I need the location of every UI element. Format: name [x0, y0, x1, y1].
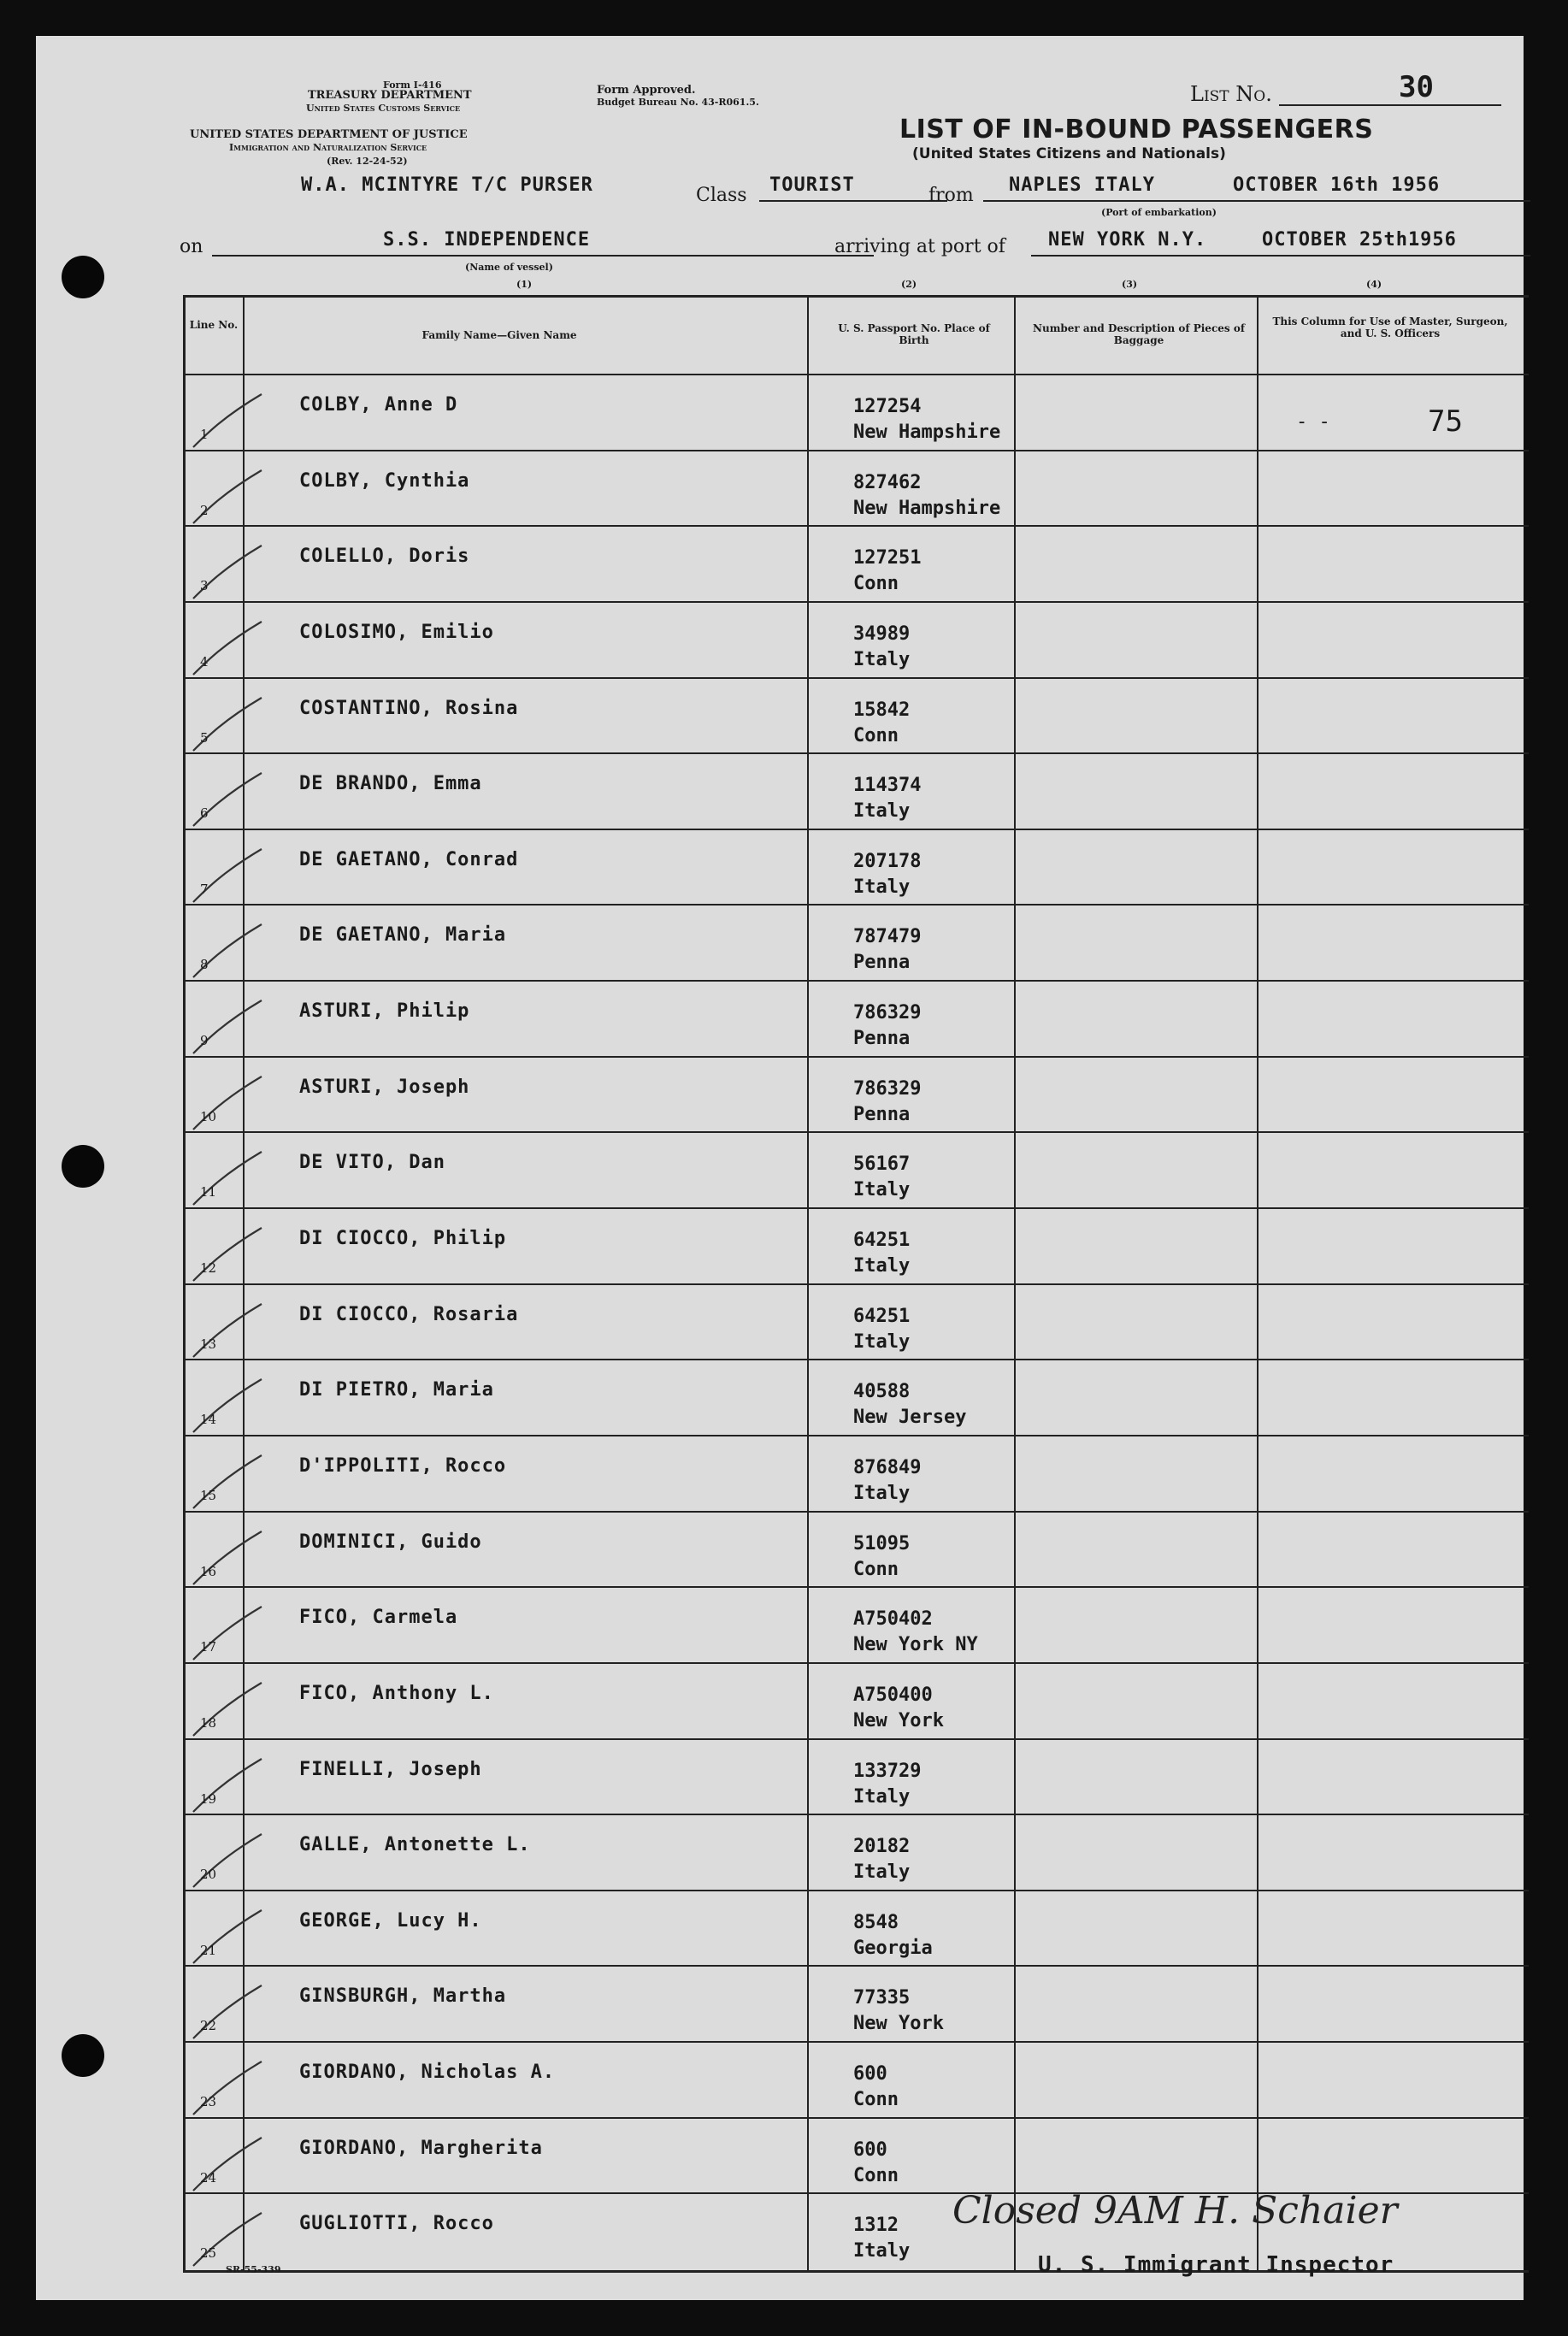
table-row — [183, 1209, 1529, 1285]
table-row — [183, 1133, 1529, 1209]
table-row — [183, 1436, 1529, 1513]
row-line-number: 1 — [200, 427, 209, 442]
row-line-number: 25 — [200, 2245, 217, 2262]
row-line-number: 4 — [200, 653, 209, 670]
list-no-label: List No. — [1190, 82, 1272, 106]
row-line-number: 24 — [200, 2169, 217, 2186]
vessel-underline — [212, 255, 874, 257]
passport-number: 15842 — [853, 699, 911, 721]
inspector-signature: Closed 9AM H. Schaier — [952, 2189, 1398, 2233]
passenger-name: DE GAETANO, Maria — [299, 924, 507, 947]
header-baggage: Number and Description of Pieces of Baggage — [1033, 322, 1245, 346]
passenger-name: DE GAETANO, Conrad — [299, 848, 519, 870]
row-line-number: 6 — [200, 805, 209, 822]
place-of-birth: Italy — [853, 1179, 911, 1201]
passport-number: 64251 — [853, 1230, 911, 1252]
class-underline — [759, 200, 947, 202]
place-of-birth: New York — [853, 2013, 944, 2035]
passenger-name: FICO, Anthony L. — [299, 1682, 494, 1704]
passport-number: 8548 — [853, 1911, 899, 1933]
table-row — [183, 754, 1529, 830]
immigrant-inspector-label: U. S. Immigrant Inspector — [1038, 2252, 1394, 2278]
header-officers: This Column for Use of Master, Surgeon, and U. S. Officers — [1272, 316, 1508, 339]
form-revision: (Rev. 12-24-52) — [327, 156, 408, 167]
table-row — [183, 1740, 1529, 1816]
place-of-birth: New Hampshire — [853, 497, 1001, 519]
row-line-number: 18 — [200, 1714, 217, 1731]
vessel-caption: (Name of vessel) — [465, 262, 553, 273]
passport-number: 56167 — [853, 1153, 911, 1176]
passport-number: 1312 — [853, 2215, 899, 2237]
place-of-birth: Penna — [853, 1028, 911, 1050]
column4-dashes: - - — [1296, 411, 1330, 433]
table-row — [183, 1891, 1529, 1967]
header-line-no: Line No. — [189, 319, 239, 331]
punch-hole-top — [62, 256, 104, 298]
vessel-name: S.S. INDEPENDENCE — [383, 229, 591, 251]
passenger-name: DOMINICI, Guido — [299, 1531, 482, 1553]
passenger-name: COSTANTINO, Rosina — [299, 697, 519, 719]
passport-number: A750400 — [853, 1684, 933, 1706]
on-label: on — [180, 236, 203, 257]
table-row — [183, 527, 1529, 603]
row-line-number: 2 — [200, 502, 209, 518]
place-of-birth: Italy — [853, 1255, 911, 1277]
passenger-name: GINSBURGH, Martha — [299, 1985, 507, 2008]
table-row — [183, 451, 1529, 528]
place-of-birth: Italy — [853, 1482, 911, 1504]
table-row — [183, 1058, 1529, 1134]
place-of-birth: New York — [853, 1709, 944, 1731]
row-line-number: 17 — [200, 1639, 217, 1655]
row-line-number: 10 — [200, 1108, 217, 1124]
passport-number: 34989 — [853, 622, 911, 645]
passenger-name: GEORGE, Lucy H. — [299, 1909, 482, 1932]
row-line-number: 20 — [200, 1867, 217, 1883]
header-name: Family Name—Given Name — [421, 329, 577, 341]
passenger-name: COLOSIMO, Emilio — [299, 621, 494, 643]
table-row — [183, 1285, 1529, 1361]
list-no-underline — [1279, 104, 1501, 106]
place-of-birth: Conn — [853, 2164, 899, 2186]
form-approved: Form Approved. — [597, 84, 696, 97]
budget-bureau: Budget Bureau No. 43-R061.5. — [597, 97, 759, 108]
passenger-name: DI CIOCCO, Rosaria — [299, 1303, 519, 1325]
row-line-number: 11 — [200, 1184, 217, 1200]
table-row — [183, 905, 1529, 982]
table-row — [183, 1664, 1529, 1740]
row-line-number: 14 — [200, 1412, 217, 1428]
col-number-4: (4) — [1366, 279, 1382, 290]
class-value: TOURIST — [769, 174, 855, 196]
place-of-birth: Italy — [853, 800, 911, 823]
passenger-table — [183, 295, 1529, 2273]
passport-number: 787479 — [853, 926, 922, 948]
place-of-birth: New Jersey — [853, 1407, 967, 1429]
place-of-birth: Italy — [853, 1785, 911, 1808]
row-line-number: 5 — [200, 729, 209, 746]
passport-number: 114374 — [853, 775, 922, 797]
place-of-birth: Conn — [853, 2089, 899, 2111]
place-of-birth: Penna — [853, 1103, 911, 1125]
passport-number: 207178 — [853, 850, 922, 872]
place-of-birth: New Hampshire — [853, 422, 1001, 443]
passport-number: A750402 — [853, 1608, 933, 1631]
document-title: LIST OF IN-BOUND PASSENGERS — [899, 115, 1374, 145]
place-of-birth: Penna — [853, 952, 911, 974]
passport-number: 133729 — [853, 1760, 922, 1782]
customs-service: United States Customs Service — [306, 103, 461, 114]
table-row — [183, 2119, 1529, 2195]
passport-number: 77335 — [853, 1987, 911, 2009]
arrival-date: OCTOBER 25th1956 — [1262, 229, 1457, 251]
row-line-number: 16 — [200, 1563, 217, 1579]
passport-number: 600 — [853, 2063, 887, 2085]
passenger-name: DI CIOCCO, Philip — [299, 1228, 507, 1250]
table-row — [183, 1815, 1529, 1891]
table-body — [183, 375, 1529, 2270]
passenger-name: ASTURI, Philip — [299, 1000, 470, 1023]
immigration-service: Immigration and Naturalization Service — [229, 142, 427, 153]
passenger-name: FINELLI, Joseph — [299, 1758, 482, 1780]
arrival-port: NEW YORK N.Y. — [1048, 229, 1207, 251]
row-line-number: 3 — [200, 578, 209, 594]
row-line-number: 9 — [200, 1033, 209, 1049]
passenger-name: GIORDANO, Margherita — [299, 2137, 543, 2159]
table-row — [183, 1360, 1529, 1436]
departure-date: OCTOBER 16th 1956 — [1233, 174, 1441, 196]
passport-number: 127254 — [853, 396, 922, 417]
passport-number: 827462 — [853, 471, 922, 493]
place-of-birth: Italy — [853, 2240, 911, 2262]
from-label: from — [928, 185, 974, 206]
passport-number: 600 — [853, 2138, 887, 2161]
table-border-top — [183, 295, 1529, 298]
punch-hole-middle — [62, 1145, 104, 1188]
place-of-birth: Italy — [853, 648, 911, 670]
row-line-number: 8 — [200, 957, 209, 973]
passenger-list-document — [36, 36, 1524, 2300]
passenger-name: GALLE, Antonette L. — [299, 1834, 531, 1856]
footer-code: SR-55-339 — [226, 2264, 281, 2275]
place-of-birth: Georgia — [853, 1937, 933, 1959]
table-row — [183, 2043, 1529, 2119]
class-label: Class — [696, 185, 747, 206]
purser-name: W.A. MCINTYRE T/C PURSER — [301, 174, 593, 196]
document-subtitle: (United States Citizens and Nationals) — [912, 145, 1226, 162]
row-line-number: 19 — [200, 1790, 217, 1807]
passport-number: 64251 — [853, 1305, 911, 1327]
arriving-label: arriving at port of — [834, 236, 1005, 257]
row-line-number: 15 — [200, 1487, 217, 1503]
col-number-3: (3) — [1122, 279, 1138, 290]
arrival-underline — [1031, 255, 1530, 257]
passport-number: 876849 — [853, 1456, 922, 1478]
place-of-birth: Conn — [853, 573, 899, 595]
port-caption: (Port of embarkation) — [1101, 207, 1217, 218]
passport-number: 127251 — [853, 547, 922, 569]
table-row — [183, 1588, 1529, 1664]
passenger-name: DE VITO, Dan — [299, 1152, 445, 1174]
passport-number: 20182 — [853, 1836, 911, 1858]
passenger-name: GIORDANO, Nicholas A. — [299, 2062, 556, 2084]
form-number: Form I-416 — [383, 80, 442, 91]
col-number-1: (1) — [516, 279, 533, 290]
row-line-number: 12 — [200, 1260, 217, 1277]
row-line-number: 23 — [200, 2094, 217, 2110]
passport-number: 51095 — [853, 1532, 911, 1554]
department-of-justice: UNITED STATES DEPARTMENT OF JUSTICE — [190, 128, 468, 141]
passport-number: 40588 — [853, 1381, 911, 1403]
header-passport: U. S. Passport No. Place of Birth — [838, 322, 990, 346]
passport-number: 786329 — [853, 1077, 922, 1100]
row-line-number: 21 — [200, 1942, 217, 1958]
column4-count: 75 — [1428, 404, 1463, 439]
place-of-birth: New York NY — [853, 1634, 978, 1656]
row-line-number: 13 — [200, 1336, 217, 1352]
table-row — [183, 1967, 1529, 2043]
punch-hole-bottom — [62, 2034, 104, 2077]
passenger-name: COLBY, Cynthia — [299, 469, 470, 492]
place-of-birth: Italy — [853, 876, 911, 898]
list-no-value: 30 — [1399, 70, 1434, 104]
passenger-name: DI PIETRO, Maria — [299, 1379, 494, 1401]
col-number-2: (2) — [901, 279, 917, 290]
place-of-birth: Italy — [853, 1861, 911, 1884]
row-line-number: 22 — [200, 2018, 217, 2034]
passenger-name: D'IPPOLITI, Rocco — [299, 1454, 507, 1477]
row-line-number: 7 — [200, 881, 209, 897]
table-row — [183, 603, 1529, 679]
table-row — [183, 679, 1529, 755]
place-of-birth: Conn — [853, 1558, 899, 1580]
passenger-name: COLBY, Anne D — [299, 394, 458, 416]
passenger-name: COLELLO, Doris — [299, 546, 470, 568]
table-row — [183, 830, 1529, 906]
table-row — [183, 1513, 1529, 1589]
port-of-embarkation: NAPLES ITALY — [1009, 174, 1155, 196]
passenger-name: DE BRANDO, Emma — [299, 773, 482, 795]
passport-number: 786329 — [853, 1002, 922, 1024]
passenger-name: GUGLIOTTI, Rocco — [299, 2213, 494, 2235]
passenger-name: FICO, Carmela — [299, 1607, 458, 1629]
from-underline — [983, 200, 1530, 202]
treasury-department: TREASURY DEPARTMENT — [308, 89, 472, 102]
table-row — [183, 982, 1529, 1058]
place-of-birth: Italy — [853, 1330, 911, 1353]
passenger-name: ASTURI, Joseph — [299, 1076, 470, 1098]
place-of-birth: Conn — [853, 724, 899, 746]
